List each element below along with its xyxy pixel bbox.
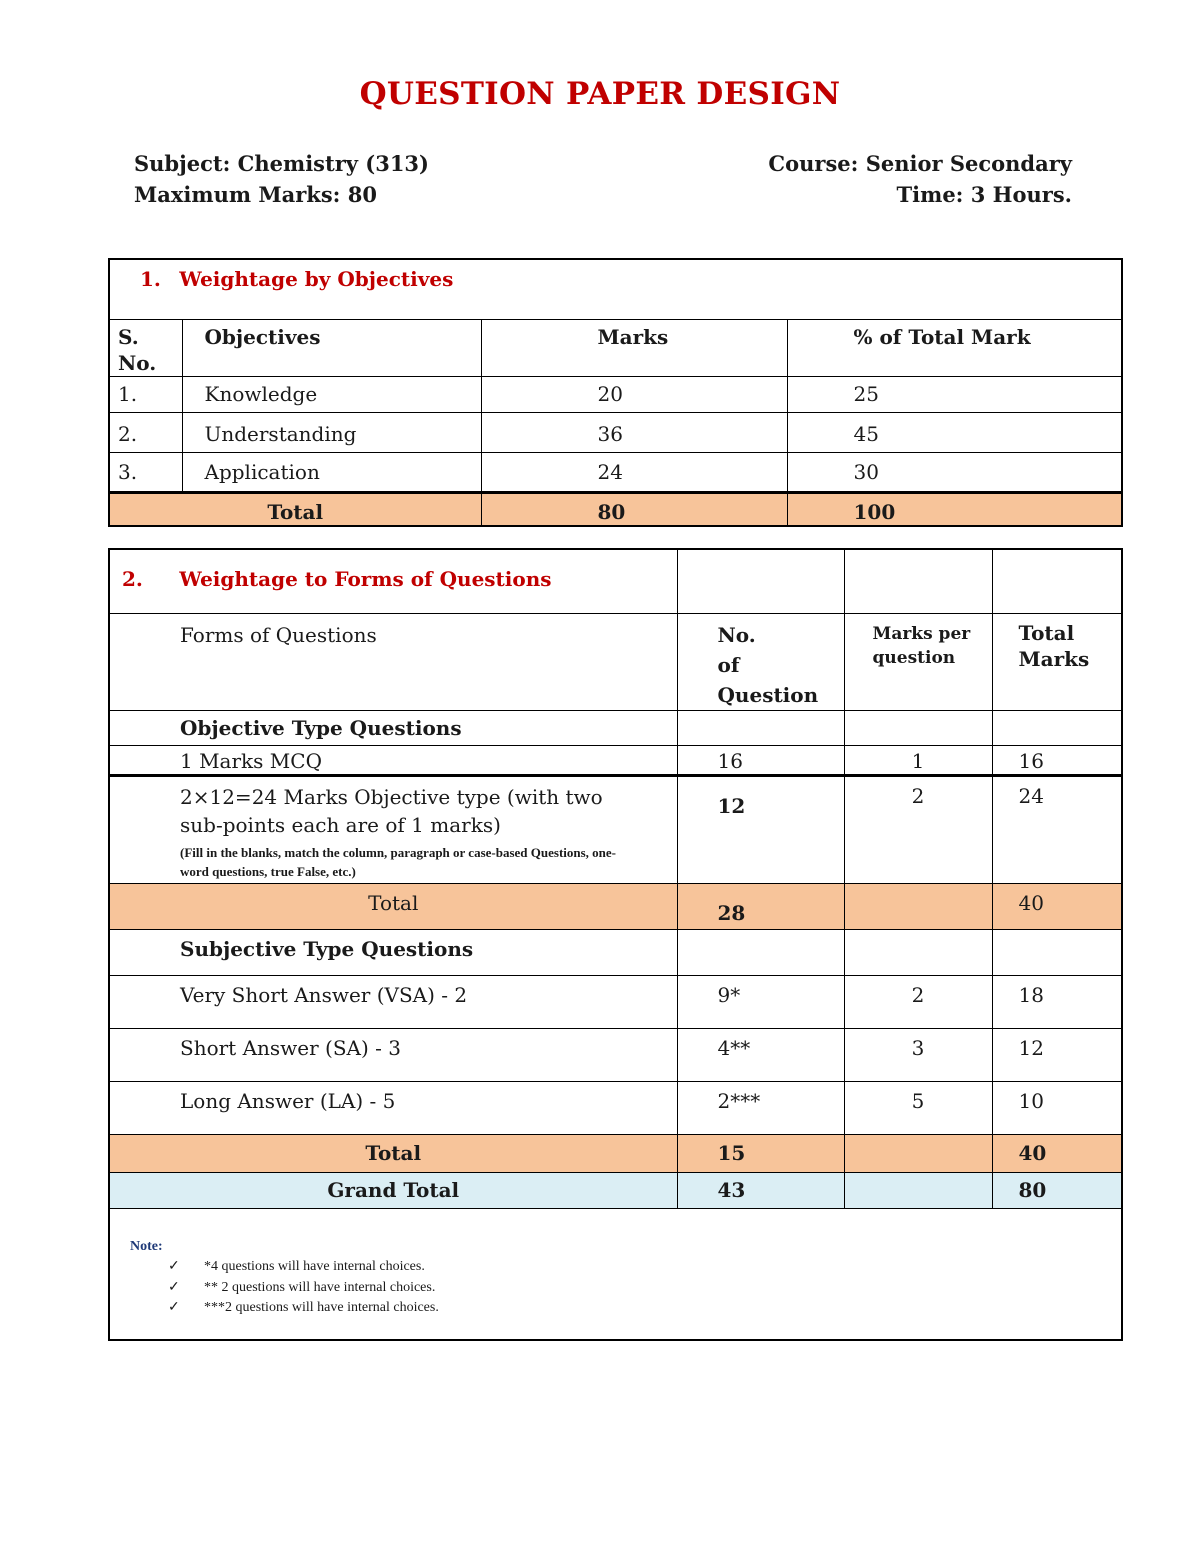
row-sno: 3.	[109, 452, 182, 492]
total-percent: 100	[787, 492, 1122, 526]
header-count: No. of Question	[677, 613, 844, 710]
total-count: 15	[677, 1134, 844, 1172]
time-label: Time: 3 Hours.	[896, 182, 1072, 207]
subject-label: Subject: Chemistry (313)	[134, 151, 429, 176]
total-count: 28	[677, 883, 844, 929]
total-label: Total	[109, 883, 677, 929]
note-text: *4 questions will have internal choices.	[204, 1259, 425, 1274]
table-header-row	[109, 319, 1122, 376]
row-total: 24	[992, 775, 1122, 883]
total-marks: 80	[481, 492, 787, 526]
row-per: 1	[844, 745, 992, 775]
page-title: QUESTION PAPER DESIGN	[359, 76, 841, 112]
row-percent: 25	[787, 376, 1122, 412]
row-total: 16	[992, 745, 1122, 775]
note-text: ** 2 questions will have internal choices.	[204, 1279, 436, 1295]
row-per: 3	[844, 1028, 992, 1081]
checkmark-icon: ✓	[168, 1259, 180, 1274]
row-sno: 2.	[109, 412, 182, 452]
subjective-total-row	[109, 1134, 1122, 1172]
row-count: 16	[677, 745, 844, 775]
table-row	[109, 452, 1122, 492]
section1-heading-row	[109, 259, 1122, 319]
grand-total-row	[109, 1172, 1122, 1208]
note-row	[109, 1208, 1122, 1340]
total-marks: 40	[992, 883, 1122, 929]
empty-cell	[844, 710, 992, 745]
empty-cell	[677, 710, 844, 745]
objective-heading-row	[109, 710, 1122, 745]
row-marks: 20	[481, 376, 787, 412]
empty-cell	[677, 549, 844, 613]
table-row	[109, 376, 1122, 412]
total-row	[109, 492, 1122, 526]
course-label: Course: Senior Secondary	[768, 151, 1072, 176]
header-per: Marks per question	[844, 613, 992, 710]
row-count: 12	[677, 775, 844, 883]
table-row	[109, 775, 1122, 883]
objectives-table	[108, 258, 1123, 527]
empty-cell	[844, 883, 992, 929]
section1-heading-cell	[109, 259, 1122, 319]
checkmark-icon: ✓	[168, 1300, 180, 1315]
row-per: 2	[844, 775, 992, 883]
header-sno: S. No.	[109, 319, 182, 376]
section2-heading: Weightage to Forms of Questions	[179, 567, 552, 591]
header-percent: % of Total Mark	[787, 319, 1122, 376]
row-per: 5	[844, 1081, 992, 1134]
row-total: 18	[992, 975, 1122, 1028]
grand-total-count: 43	[677, 1172, 844, 1208]
empty-cell	[992, 710, 1122, 745]
objective-total-row	[109, 883, 1122, 929]
section2-heading-cell	[109, 549, 677, 613]
row-form: 2×12=24 Marks Objective type (with two sub-points each are of 1 marks)	[180, 784, 603, 837]
row-total: 10	[992, 1081, 1122, 1134]
row-form: Short Answer (SA) - 3	[109, 1028, 677, 1081]
note-cell	[109, 1208, 1122, 1340]
meta-left	[134, 148, 429, 210]
meta-right	[768, 148, 1072, 210]
forms-table	[108, 548, 1123, 1341]
table-row	[109, 975, 1122, 1028]
empty-cell	[677, 929, 844, 975]
row-per: 2	[844, 975, 992, 1028]
total-label: Total	[109, 492, 481, 526]
row-objective: Knowledge	[182, 376, 481, 412]
row-marks: 36	[481, 412, 787, 452]
empty-cell	[992, 929, 1122, 975]
total-label: Total	[109, 1134, 677, 1172]
section1-heading: Weightage by Objectives	[179, 267, 454, 291]
row-marks: 24	[481, 452, 787, 492]
table-row	[109, 412, 1122, 452]
table-row	[109, 1028, 1122, 1081]
header-objectives: Objectives	[182, 319, 481, 376]
subjective-heading-row	[109, 929, 1122, 975]
grand-total-label: Grand Total	[109, 1172, 677, 1208]
empty-cell	[992, 549, 1122, 613]
header-total: Total Marks	[992, 613, 1122, 710]
row-count: 4**	[677, 1028, 844, 1081]
row-percent: 30	[787, 452, 1122, 492]
table-row	[109, 745, 1122, 775]
empty-cell	[844, 1172, 992, 1208]
max-marks-label: Maximum Marks: 80	[134, 182, 377, 207]
row-form: Very Short Answer (VSA) - 2	[109, 975, 677, 1028]
total-marks: 40	[992, 1134, 1122, 1172]
empty-cell	[844, 929, 992, 975]
row-form: 1 Marks MCQ	[109, 745, 677, 775]
row-count: 2***	[677, 1081, 844, 1134]
objective-heading: Objective Type Questions	[109, 710, 677, 745]
row-form-detail: (Fill in the blanks, match the column, paragraph or case-based Questions, one-word questions, true False, etc.)	[180, 844, 617, 879]
section2-number: 2.	[122, 567, 143, 591]
row-form-cell	[109, 775, 677, 883]
checkmark-icon: ✓	[168, 1279, 180, 1295]
row-total: 12	[992, 1028, 1122, 1081]
note-item	[130, 1278, 1121, 1299]
table-header-row	[109, 613, 1122, 710]
note-item	[130, 1298, 1121, 1319]
grand-total-marks: 80	[992, 1172, 1122, 1208]
subjective-heading: Subjective Type Questions	[109, 929, 677, 975]
note	[110, 1209, 1121, 1319]
row-form: Long Answer (LA) - 5	[109, 1081, 677, 1134]
section2-heading-row	[109, 549, 1122, 613]
section1-number: 1.	[140, 267, 161, 291]
empty-cell	[844, 1134, 992, 1172]
note-item	[130, 1257, 1121, 1278]
table-row	[109, 1081, 1122, 1134]
header-marks: Marks	[481, 319, 787, 376]
row-objective: Application	[182, 452, 481, 492]
row-count: 9*	[677, 975, 844, 1028]
row-percent: 45	[787, 412, 1122, 452]
row-sno: 1.	[109, 376, 182, 412]
empty-cell	[844, 549, 992, 613]
header-forms: Forms of Questions	[109, 613, 677, 710]
note-text: ***2 questions will have internal choices.	[204, 1300, 439, 1315]
row-objective: Understanding	[182, 412, 481, 452]
note-title: Note:	[130, 1238, 163, 1254]
